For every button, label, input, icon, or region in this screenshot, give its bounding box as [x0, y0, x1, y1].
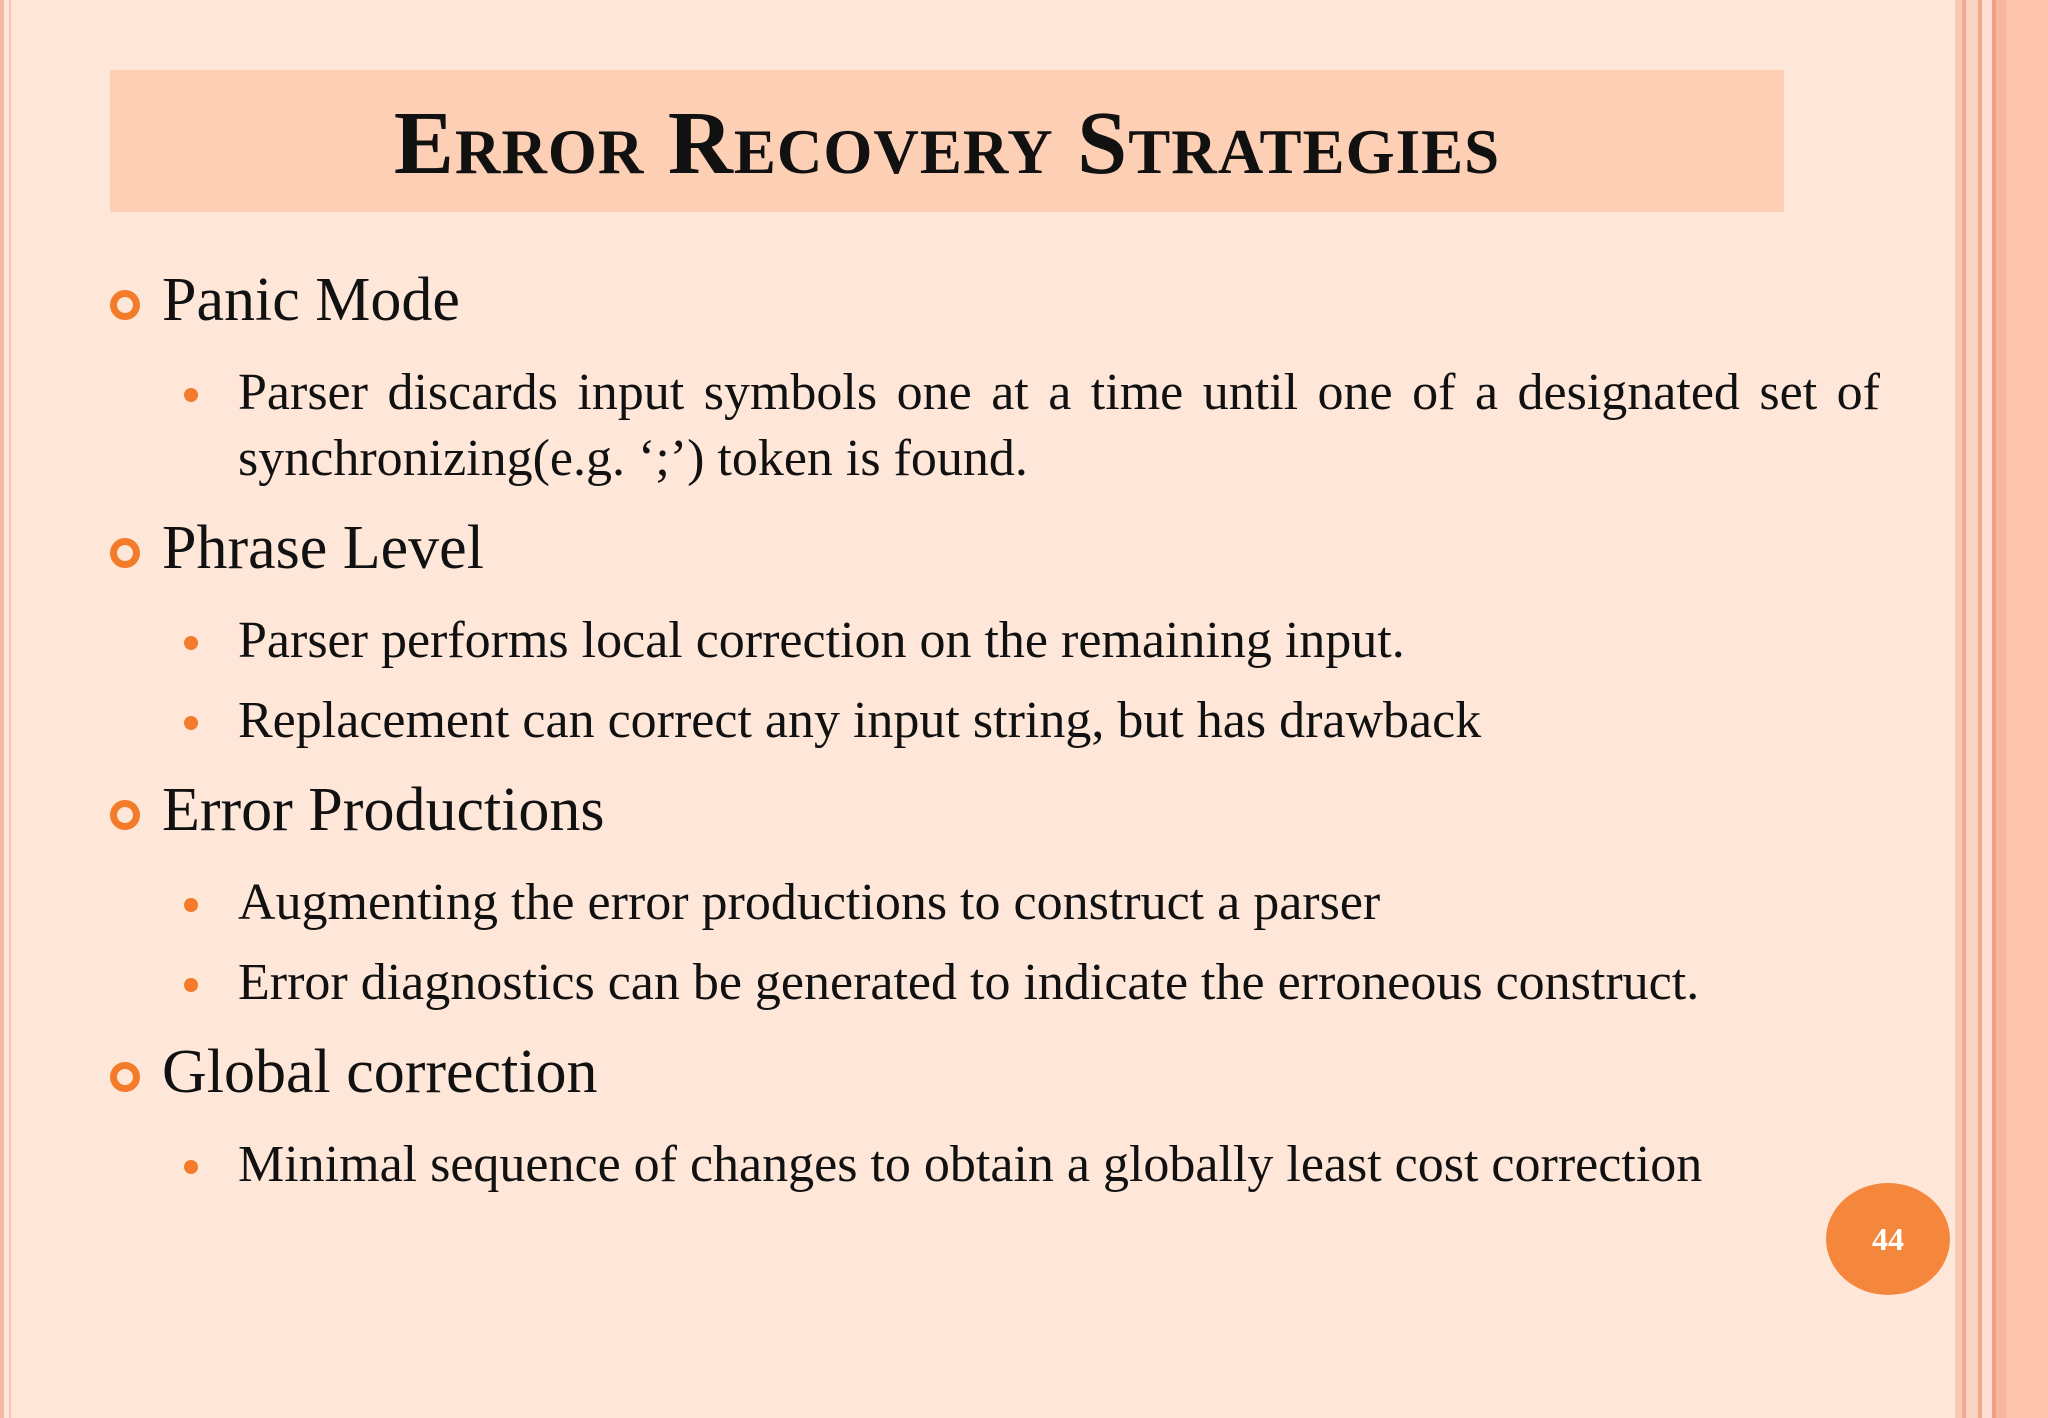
title-bar	[110, 70, 1784, 212]
section-heading-text: Panic Mode	[162, 266, 460, 334]
list-item-text: Parser performs local correction on the remaining input.	[238, 612, 1405, 669]
slide-content	[100, 262, 1880, 1216]
list-item	[100, 870, 1880, 936]
sub-point-list	[100, 1132, 1880, 1198]
list-item	[100, 1132, 1880, 1198]
dot-bullet-icon	[184, 636, 198, 650]
list-item	[100, 950, 1880, 1016]
dot-bullet-icon	[184, 716, 198, 730]
sub-point-list	[100, 360, 1880, 492]
section-heading-global-correction	[100, 1034, 1880, 1110]
dot-bullet-icon	[184, 1160, 198, 1174]
list-item-text: Minimal sequence of changes to obtain a globally least cost correction	[238, 1136, 1703, 1193]
sub-point-list	[100, 608, 1880, 754]
right-border-stripe	[1966, 0, 1978, 1418]
left-border-stripe-thin	[9, 0, 11, 1418]
list-item	[100, 688, 1880, 754]
page-number-badge	[1826, 1183, 1950, 1295]
dot-bullet-icon	[184, 978, 198, 992]
right-border-stripe	[1955, 0, 1962, 1418]
section-heading-error-productions	[100, 772, 1880, 848]
left-border-stripe	[0, 0, 4, 1418]
page-number: 44	[1872, 1220, 1904, 1257]
list-item-text: Error diagnostics can be generated to indicate the erroneous construct.	[238, 954, 1700, 1011]
list-item	[100, 608, 1880, 674]
section-heading-text: Phrase Level	[162, 514, 484, 582]
section-heading-phrase-level	[100, 510, 1880, 586]
list-item	[100, 360, 1880, 492]
slide-title: Error Recovery Strategies	[393, 94, 1501, 193]
ring-bullet-icon	[110, 800, 140, 830]
right-border-stripe	[1996, 0, 2006, 1418]
ring-bullet-icon	[110, 1062, 140, 1092]
right-border-stripe	[2006, 0, 2048, 1418]
sub-point-list	[100, 870, 1880, 1016]
section-heading-panic-mode	[100, 262, 1880, 338]
dot-bullet-icon	[184, 388, 198, 402]
list-item-text: Parser discards input symbols one at a time until one of a designated set of synchronizing(e.g. ‘;’) token is found.	[238, 364, 1880, 487]
section-heading-text: Global correction	[162, 1038, 598, 1106]
ring-bullet-icon	[110, 538, 140, 568]
list-item-text: Augmenting the error productions to construct a parser	[238, 874, 1381, 931]
list-item-text: Replacement can correct any input string, but has drawback	[238, 692, 1482, 749]
section-heading-text: Error Productions	[162, 776, 605, 844]
dot-bullet-icon	[184, 898, 198, 912]
right-border-stripe	[1982, 0, 1992, 1418]
ring-bullet-icon	[110, 290, 140, 320]
